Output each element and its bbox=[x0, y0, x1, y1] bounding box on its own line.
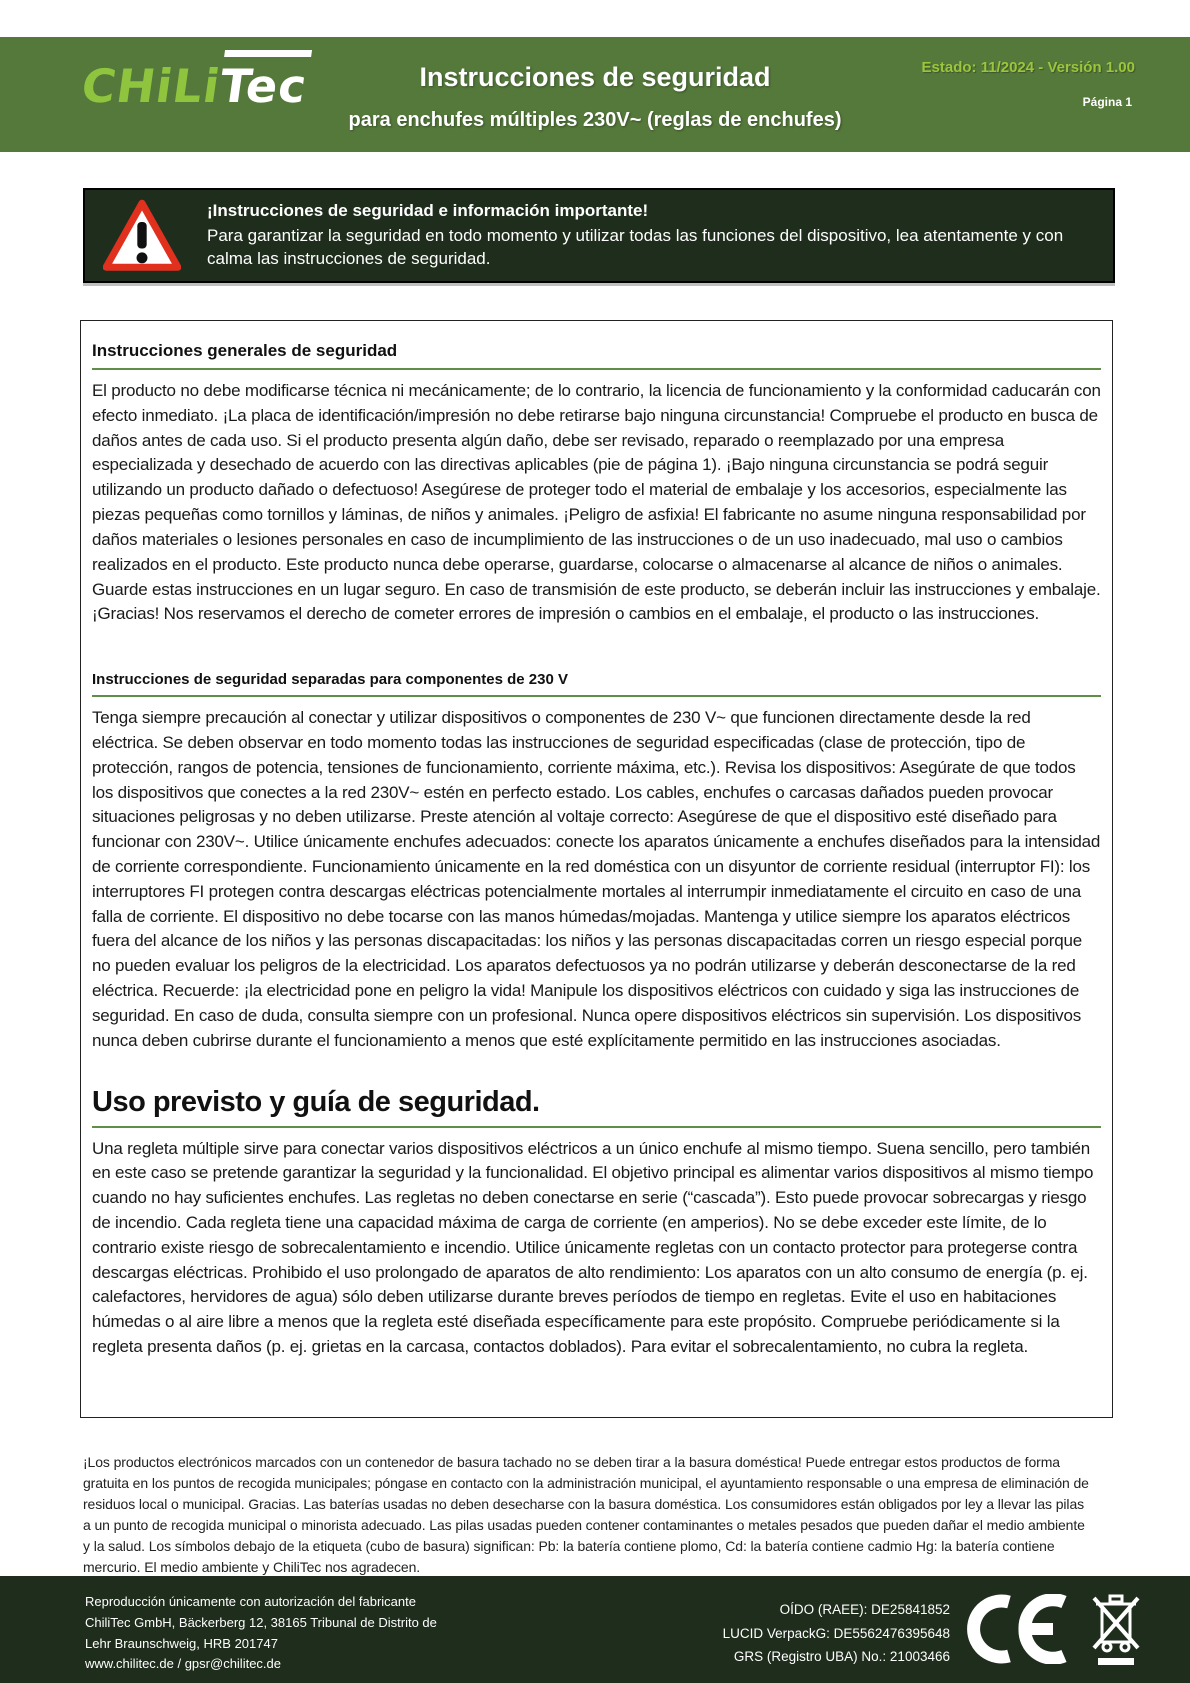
footer-reg-line: OÍDO (RAEE): DE25841852 bbox=[779, 1602, 950, 1617]
warning-text-block bbox=[207, 201, 1067, 270]
version-status: Estado: 11/2024 - Versión 1.00 bbox=[921, 59, 1135, 76]
weee-crossed-bin-icon bbox=[1090, 1590, 1142, 1668]
section-heading: Instrucciones de seguridad separadas para componentes de 230 V bbox=[92, 671, 569, 689]
logo-text-white: Tec bbox=[216, 50, 312, 113]
logo-text-green: CHiLi bbox=[78, 59, 224, 113]
page-number: Página 1 bbox=[1082, 95, 1132, 109]
green-divider bbox=[92, 368, 1101, 370]
warning-banner bbox=[83, 188, 1115, 283]
warning-body: Para garantizar la seguridad en todo momento y utilizar todas las funciones del dispositivo, lea atentamente y con calma las instrucciones de seguridad. bbox=[207, 226, 1064, 268]
section-heading: Instrucciones generales de seguridad bbox=[92, 341, 398, 360]
footer-company-info bbox=[85, 1592, 437, 1675]
page-footer bbox=[0, 1576, 1190, 1683]
ce-mark-icon bbox=[965, 1594, 1070, 1664]
footer-website-line: www.chilitec.de / gpsr@chilitec.de bbox=[85, 1656, 281, 1672]
footer-registration-info bbox=[723, 1598, 950, 1669]
warning-triangle-icon bbox=[103, 199, 181, 273]
footer-line: Lehr Braunschweig, HRB 201747 bbox=[85, 1635, 278, 1651]
section-general-safety bbox=[92, 341, 1101, 627]
warning-title: ¡Instrucciones de seguridad e información importante! bbox=[207, 201, 649, 221]
section-230v-components bbox=[92, 671, 1101, 1053]
disposal-footnote: ¡Los productos electrónicos marcados con un contenedor de basura tachado no se deben tirar a la basura doméstica! Puede entregar estos productos de forma gratuita en los puntos de recogida municipales; póngase en contacto con la administración municipal, el ayuntamiento responsable o una empresa de eliminación de residuos local o municipal. Gracias. Las baterías usadas no deben desecharse con la basura doméstica. Los consumidores están obligados por ley a llevar las pilas a un punto de recogida municipal o minorista adecuado. Las pilas usadas pueden contener contaminantes o metales pesados que pueden dañar el medio ambiente y la salud. Los símbolos debajo de la etiqueta (cubo de basura) significan: Pb: la batería contiene plomo, Cd: la batería contiene cadmio Hg: la batería contiene mercurio. El medio ambiente y ChiliTec nos agradecen. bbox=[83, 1454, 1089, 1575]
section-body: El producto no debe modificarse técnica ni mecánicamente; de lo contrario, la licencia de funcionamiento y la conformidad caducarán con efecto inmediato. ¡La placa de identificación/impresión no debe retirarse bajo ninguna circunstancia! Compruebe el producto en busca de daños antes de cada uso. Si el producto presenta algún daño, debe ser revisado, reparado o reemplazado por una empresa especializada y desechado de acuerdo con las directivas aplicables (pie de página 1). ¡Bajo ninguna circunstancia se podrá seguir utilizando un producto dañado o defectuoso! Asegúrese de proteger todo el material de embalaje y los accesorios, especialmente las piezas pequeñas como tornillos y láminas, de niños y animales. ¡Peligro de asfixia! El fabricante no asume ninguna responsabilidad por daños materiales o lesiones personales en caso de incumplimiento de las instrucciones o de un uso inadecuado, mal uso o cambios realizados en el producto. Este producto nunca debe operarse, guardarse, colocarse o almacenarse al alcance de niños o animales. Guarde estas instrucciones en un lugar seguro. En caso de transmisión de este producto, se deberán incluir las instrucciones y embalaje. ¡Gracias! Nos reservamos el derecho de cometer errores de impresión o cambios en el embalaje, el producto o las instrucciones. bbox=[92, 381, 1101, 624]
section-body: Una regleta múltiple sirve para conectar varios dispositivos eléctricos a un único enchufe al mismo tiempo. Suena sencillo, pero también en este caso se pretende garantizar la seguridad y la funcionalidad. El objetivo principal es alimentar varios dispositivos al mismo tiempo cuando no hay suficientes enchufes. Las regletas no deben conectarse en serie (“cascada”). Esto puede provocar sobrecargas y riesgo de incendio. Cada regleta tiene una capacidad máxima de carga de corriente (en amperios). No se debe exceder este límite, de lo contrario existe riesgo de sobrecalentamiento e incendio. Utilice únicamente regletas con un contacto protector para protegerse contra descargas eléctricas. Prohibido el uso prolongado de aparatos de alto rendimiento: Los aparatos con un alto consumo de energía (p. ej. calefactores, hervidores de agua) sólo deben utilizarse durante breves períodos de tiempo en regletas. Evite el uso en habitaciones húmedas o al aire libre a menos que la regleta esté diseñada específicamente para este propósito. Compruebe periódicamente si la regleta presenta daños (p. ej. grietas en la carcasa, contactos doblados). Para evitar el sobrecalentamiento, no cubra la regleta. bbox=[92, 1138, 1094, 1356]
footer-reg-line: GRS (Registro UBA) No.: 21003466 bbox=[733, 1649, 950, 1665]
content-box bbox=[80, 320, 1113, 1418]
footer-reg-line: LUCID VerpackG: DE5562476395648 bbox=[722, 1625, 950, 1641]
page-header bbox=[0, 37, 1190, 152]
document-subtitle: para enchufes múltiples 230V~ (reglas de enchufes) bbox=[348, 109, 842, 131]
section-heading: Uso previsto y guía de seguridad. bbox=[92, 1085, 540, 1118]
section-body: Tenga siempre precaución al conectar y utilizar dispositivos o componentes de 230 V~ que funcionen directamente desde la red eléctrica. Se deben observar en todo momento todas las instrucciones de seguridad especificadas (clase de protección, tipo de protección, rangos de potencia, tensiones de funcionamiento, corriente máxima, etc.). Revisa los dispositivos: Asegúrate de que todos los dispositivos que conectes a la red 230V~ estén en perfecto estado. Los cables, enchufes o carcasas dañados pueden provocar situaciones peligrosas y no deben utilizarse. Preste atención al voltaje correcto: Asegúrese de que el dispositivo esté diseñado para funcionar con 230V~. Utilice únicamente enchufes adecuados: conecte los aparatos únicamente a enchufes diseñados para la intensidad de corriente correspondiente. Funcionamiento únicamente en la red doméstica con un disyuntor de corriente residual (interruptor FI): los interruptores FI protegen contra descargas eléctricas potencialmente mortales al interrumpir inmediatamente el circuito en caso de una falla de corriente. El dispositivo no debe tocarse con las manos húmedas/mojadas. Mantenga y utilice siempre los aparatos eléctricos fuera del alcance de los niños y las personas discapacitadas: los niños y las personas discapacitadas corren un riesgo especial porque no pueden evaluar los peligros de la electricidad. Los aparatos defectuosos ya no podrán utilizarse y deberán desconectarse de la red eléctrica. Recuerde: ¡la electricidad pone en peligro la vida! Manipule los dispositivos eléctricos con cuidado y siga las instrucciones de seguridad. En caso de duda, consulta siempre con un profesional. Nunca opere dispositivos eléctricos sin supervisión. Los dispositivos nunca deben cubrirse durante el funcionamiento a menos que esté explícitamente permitido en las instrucciones asociadas. bbox=[92, 708, 1101, 1050]
section-intended-use bbox=[92, 1086, 1101, 1360]
green-divider bbox=[92, 695, 1101, 697]
footer-line: ChiliTec GmbH, Bäckerberg 12, 38165 Tribunal de Distrito de bbox=[85, 1614, 437, 1630]
footer-line: Reproducción únicamente con autorización del fabricante bbox=[85, 1594, 416, 1609]
header-titles bbox=[0, 37, 1190, 132]
green-divider bbox=[92, 1126, 1101, 1128]
document-title: Instrucciones de seguridad bbox=[419, 62, 771, 92]
